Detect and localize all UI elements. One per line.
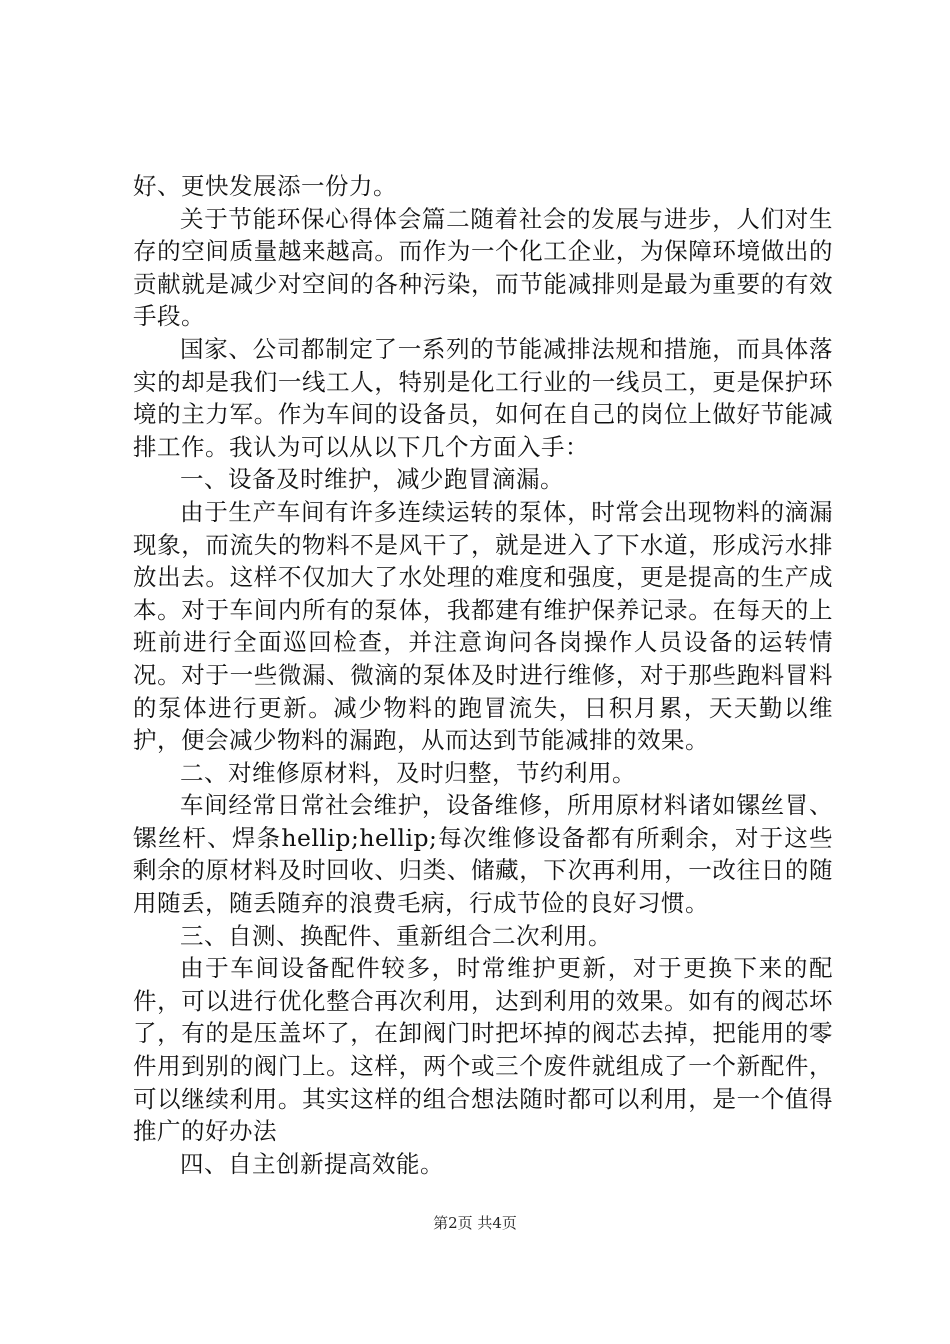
- section-heading: 一、设备及时维护，减少跑冒滴漏。: [180, 465, 564, 494]
- section-heading: 三、自测、换配件、重新组合二次利用。: [180, 921, 612, 950]
- section-heading: 二、对维修原材料，及时归整，节约利用。: [180, 758, 636, 787]
- page-number-footer: 第2页 共4页: [433, 1214, 517, 1232]
- paragraph: 关于节能环保心得体会篇二随着社会的发展与进步，人们对生存的空间质量越来越高。而作为一个化工企业，为保障环境做出的贡献就是减少对空间的各种污染，而节能减排则是最为重要的有效手段。: [133, 204, 833, 331]
- document-body: [133, 170, 833, 1180]
- paragraph: 国家、公司都制定了一系列的节能减排法规和措施，而具体落实的却是我们一线工人，特别是化工行业的一线员工，更是保护环境的主力军。作为车间的设备员，如何在自己的岗位上做好节能减排工作。我认为可以从以下几个方面入手：: [133, 334, 833, 461]
- paragraph: 由于车间设备配件较多，时常维护更新，对于更换下来的配件，可以进行优化整合再次利用，达到利用的效果。如有的阀芯坏了，有的是压盖坏了，在卸阀门时把坏掉的阀芯去掉，把能用的零件用到别的阀门上。这样，两个或三个废件就组成了一个新配件，可以继续利用。其实这样的组合想法随时都可以利用，是一个值得推广的好办法: [133, 954, 833, 1146]
- paragraph: 车间经常日常社会维护，设备维修，所用原材料诸如镙丝冒、镙丝杆、焊条hellip;hellip;每次维修设备都有所剩余，对于这些剩余的原材料及时回收、归类、储藏，下次再利用，一改往日的随用随丢，随丢随弃的浪费毛病，行成节俭的良好习惯。: [133, 791, 833, 918]
- paragraph: 好、更快发展添一份力。: [133, 172, 397, 200]
- paragraph: 由于生产车间有许多连续运转的泵体，时常会出现物料的滴漏现象，而流失的物料不是风干了，就是进入了下水道，形成污水排放出去。这样不仅加大了水处理的难度和强度，更是提高的生产成本。对于车间内所有的泵体，我都建有维护保养记录。在每天的上班前进行全面巡回检查，并注意询问各岗操作人员设备的运转情况。对于一些微漏、微滴的泵体及时进行维修，对于那些跑料冒料的泵体进行更新。减少物料的跑冒流失，日积月累，天天勤以维护，便会减少物料的漏跑，从而达到节能减排的效果。: [133, 497, 833, 755]
- section-heading: 四、自主创新提高效能。: [180, 1149, 444, 1178]
